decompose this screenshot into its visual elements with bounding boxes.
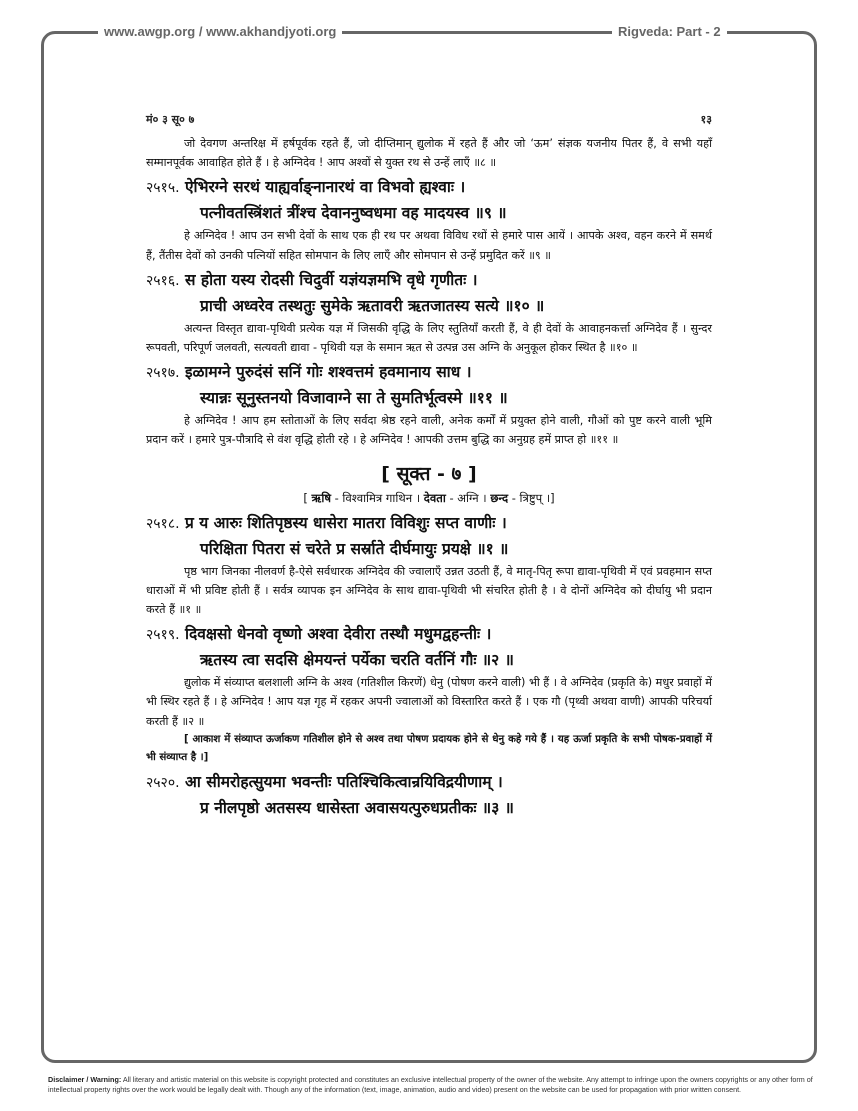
verse-number: २५१७. — [146, 365, 180, 382]
verse-line-2: प्राची अध्वरेव तस्थतुः सुमेके ऋतावरी ऋतजातस्य सत्ये ॥१० ॥ — [200, 296, 545, 315]
disclaimer-text: All literary and artistic material on this website is copyright protected and constitutes an exclusive intellectual property of the owner of the website. Any attempt to infringe upon the owners copyrights or any other form of intellectual property rights over the work would be legally dealt with. Though any of the information (text, image, animation, audio and video) present on the website can be used for propagation with prior written consent. — [48, 1075, 813, 1094]
verse-line-1: दिवक्षसो धेनवो वृष्णो अश्वा देवीरा तस्थौ मधुमद्वहन्तीः । — [184, 625, 492, 644]
verse-number: २५२०. — [146, 774, 180, 791]
page-number: १३ — [700, 113, 712, 126]
translation-8: जो देवगण अन्तरिक्ष में हर्षपूर्वक रहते हैं, जो दीप्तिमान् द्युलोक में रहते हैं और जो ‘ऊम’ संज्ञक यजनीय पितर हैं, वे सभी यहाँ सम्मानपूर्वक आवाहित होते हैं । हे अग्निदेव ! आप अश्वों से युक्त रथ से उन्हें लाएँ ॥८ ॥ — [146, 137, 712, 170]
website-url[interactable]: www.awgp.org / www.akhandjyoti.org — [98, 24, 342, 40]
verse-line-2: ऋतस्य त्वा सदसि क्षेमयन्तं पर्येका चरति वर्तनिं गौः ॥२ ॥ — [200, 651, 514, 670]
verse-line-2: प्र नीलपृष्ठो अतसस्य धासेस्ता अवासयत्पुरुधप्रतीकः ॥३ ॥ — [200, 798, 514, 817]
translation-10: अत्यन्त विस्तृत द्यावा-पृथिवी प्रत्येक यज्ञ में जिसकी वृद्धि के लिए स्तुतियाँ करती हैं, वे ही देवों के आवाहनकर्त्ता अग्निदेव हैं । सुन्दर रूपवती, परिपूर्ण जलवती, सत्यवती द्यावा - पृथिवी यज्ञ के समान ऋत से उत्पन्न उस अग्नि के अनुकूल होकर स्थित है ॥१० ॥ — [146, 321, 712, 355]
chhand-label: छन्द — [490, 490, 509, 505]
devata-value: - अग्नि । — [445, 490, 491, 505]
verse-line-2: पत्नीवतस्त्रिंशतं त्रींश्च देवाननुष्वधमा वह मादयस्व ॥९ ॥ — [200, 204, 507, 223]
verse-line-1: इळामग्ने पुरुदंसं सनिं गोः शश्वत्तमं हवमानाय साध । — [184, 363, 472, 382]
verse-number: २५१६. — [146, 272, 180, 289]
bracket-open: [ — [303, 490, 312, 505]
verse-2520 — [146, 770, 712, 821]
verse-2518 — [146, 511, 712, 562]
page-content — [146, 112, 712, 821]
chhand-value: - त्रिष्टुप् ।] — [508, 490, 555, 505]
verse-line-2: स्यान्नः सूनुस्तनयो विजावाग्ने सा ते सुमतिर्भूत्वस्मे ॥११ ॥ — [200, 389, 508, 408]
explanatory-note: [ आकाश में संव्याप्त ऊर्जाकण गतिशील होने से अश्व तथा पोषण प्रदायक होने से धेनु कहे गये हैं । यह ऊर्जा प्रकृति के सभी पोषक-प्रवाहों में भी संव्याप्त है ।] — [146, 733, 712, 763]
verse-number: २५१८. — [146, 515, 180, 532]
disclaimer — [48, 1075, 828, 1095]
verse-2516 — [146, 268, 712, 319]
verse-number: २५१९. — [146, 627, 180, 644]
devata-label: देवता — [423, 490, 446, 505]
sukta-metadata — [146, 488, 712, 508]
translation-9: हे अग्निदेव ! आप उन सभी देवों के साथ एक ही रथ पर अथवा विविध रथों से हमारे पास आयें । आपके अश्व, वहन करने में समर्थ हैं, तैंतीस देवों को उनकी पत्नियों सहित सोमपान के लिए लाएँ और सोमपान से उन्हें प्रमुदित करें ॥९ ॥ — [146, 229, 712, 262]
verse-line-1: आ सीमरोहत्सुयमा भवन्तीः पतिश्चिकित्वान्रयिविद्रयीणाम् । — [184, 772, 503, 791]
translation-11: हे अग्निदेव ! आप हम स्तोताओं के लिए सर्वदा श्रेष्ठ रहने वाली, अनेक कर्मों में प्रयुक्त होने वाली, गौओं को पुष्ट करने वाली भूमि प्रदान करें । हमारे पुत्र-पौत्रादि से वंश वृद्धि होती रहे । हे अग्निदेव ! आपकी उत्तम बुद्धि का अनुग्रह हमें प्राप्त हो ॥११ ॥ — [146, 414, 712, 447]
verse-2515 — [146, 175, 712, 226]
rishi-value: - विश्वामित्र गाथिन । — [330, 490, 424, 505]
sukta-heading: [ सूक्त - ७ ] — [381, 462, 477, 485]
verse-line-1: स होता यस्य रोदसी चिदुर्वी यज्ञंयज्ञमभि वृधे गृणीतः । — [184, 270, 478, 289]
book-title: Rigveda: Part - 2 — [612, 24, 727, 40]
verse-2519 — [146, 622, 712, 673]
verse-2517 — [146, 360, 712, 411]
verse-line-2: परिक्षिता पितरा सं चरेते प्र सर्स्राते दीर्घमायुः प्रयक्षे ॥१ ॥ — [200, 539, 509, 558]
translation-2: द्युलोक में संव्याप्त बलशाली अग्नि के अश्व (गतिशील किरणें) धेनु (पोषण करने वाली) भी हैं । वे अग्निदेव (प्रकृति के) मधुर प्रवाहों में भी स्थिर रहते हैं । हे अग्निदेव ! आप यज्ञ गृह में रहकर अपनी ज्वालाओं को विस्तारित करते हैं । एक गौ (पृथ्वी अथवा वाणी) आपकी परिचर्या करती हैं ॥२ ॥ — [146, 676, 712, 728]
translation-1: पृष्ठ भाग जिनका नीलवर्ण है-ऐसे सर्वधारक अग्निदेव की ज्वालाएँ उन्नत उठती हैं, वे मातृ-पितृ रूपा द्यावा-पृथिवी में एवं प्रवहमान सप्त धाराओं में भी प्रविष्ट होती हैं । सर्वत्र व्यापक इन अग्निदेव के साथ द्यावा-पृथिवी भी संचरित होती है । वे दोनों अग्निदेव को दीर्घायु भी प्रदान करते हैं ॥१ ॥ — [146, 564, 712, 617]
verse-line-1: प्र य आरुः शितिपृष्ठस्य धासेरा मातरा विविशुः सप्त वाणीः । — [184, 513, 507, 532]
verse-line-1: ऐभिरग्ने सरथं याह्यर्वाङ्नानारथं वा विभवो ह्यश्वाः । — [184, 178, 466, 197]
mandala-sukta-reference: मं० ३ सू० ७ — [146, 113, 195, 126]
disclaimer-label: Disclaimer / Warning: — [48, 1075, 122, 1084]
rishi-label: ऋषि — [311, 490, 331, 505]
running-head — [146, 112, 712, 134]
verse-number: २५१५. — [146, 180, 180, 197]
